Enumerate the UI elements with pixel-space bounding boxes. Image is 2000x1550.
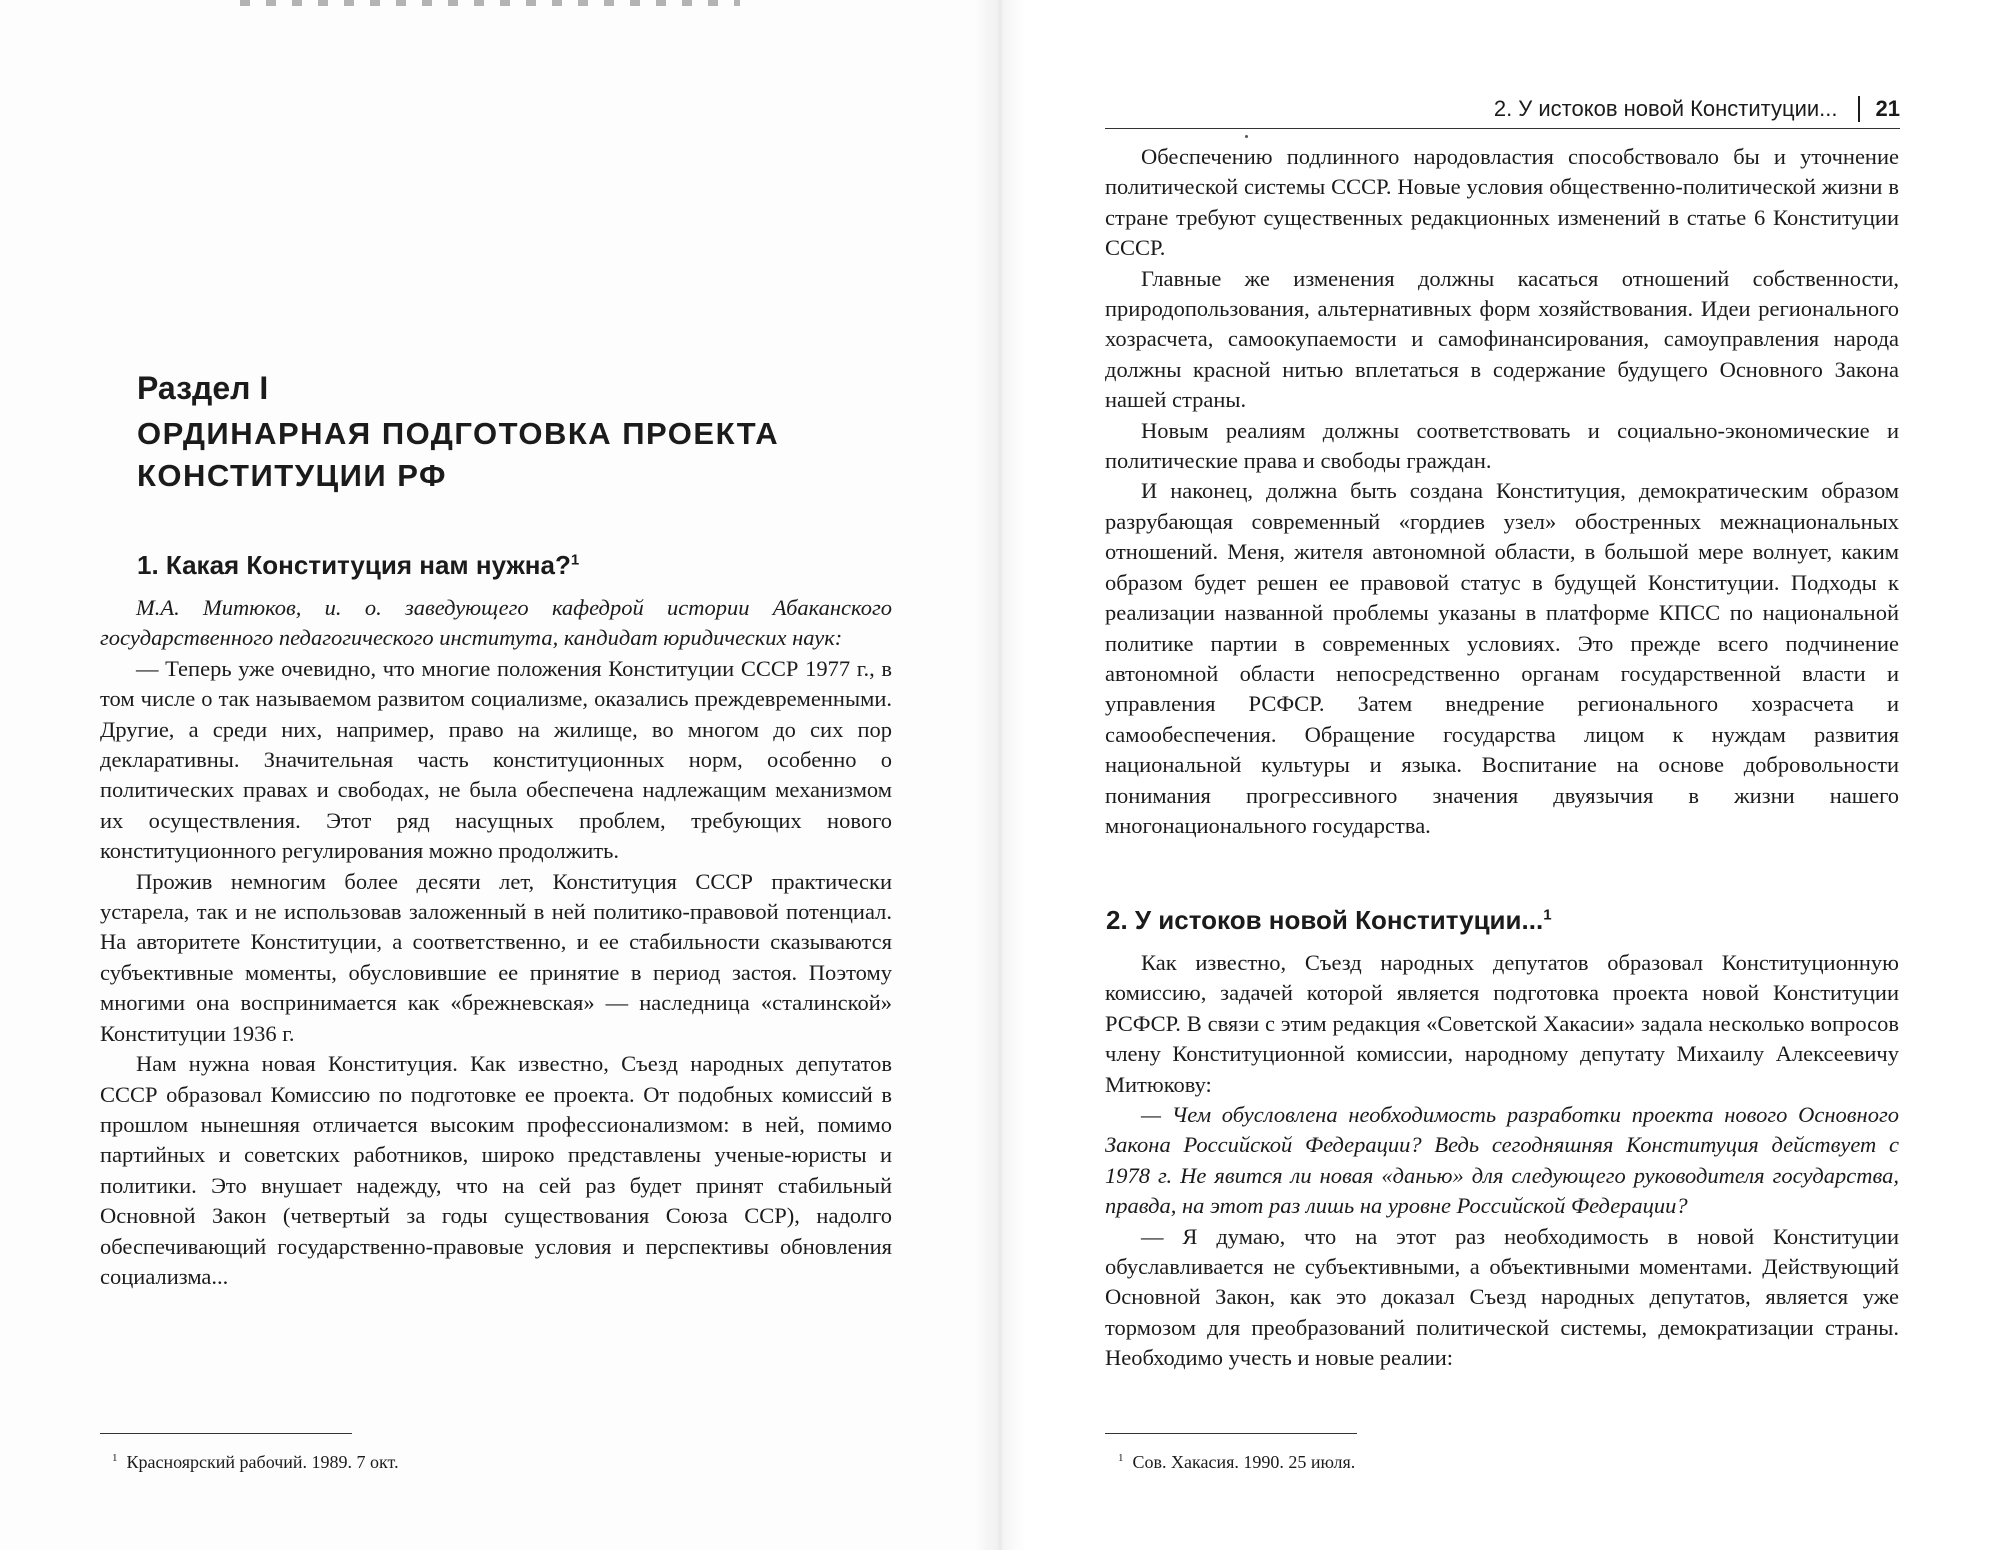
left-footnote-rule (100, 1433, 352, 1434)
author-line: М.А. Митюков, и. о. заведующего кафедрой истории Абаканского государственного педагогического института, кандидат юридических наук: (100, 595, 892, 651)
page-number: 21 (1875, 96, 1900, 121)
interview-question: — Чем обусловлена необходимость разработки проекта нового Основного Закона Российской Федерации? Ведь сегодняшняя Конституция действует с 1978 г. Не явится ли новая «данью» для следующего руководителя государства, правда, на этот раз лишь на уровне Российской Федерации? (1105, 1102, 1899, 1219)
left-footnote-mark: 1 (112, 1452, 118, 1464)
left-paragraph-2: Прожив немногим более десяти лет, Конституция СССР практически устарела, так и не использовав заложенный в ней политико-правовой потенциал. На авторитете Конституции, а соответственно, и ее стабильности сказываются субъективные моменты, обусловившие ее принятие в период застоя. Поэтому многими она воспринимается как «брежневская» — наследница «сталинской» Конституции 1936 г. (100, 868, 892, 1046)
left-paragraph-3: Нам нужна новая Конституция. Как известно, Съезд народных депутатов СССР образовал Комиссию по подготовке ее проекта. От подобных комиссий в прошлом нынешняя отличается высоким профессионализмом: в ней, помимо партийных и советских работников, широко представлены ученые-юристы и политики. Это внушает надежду, что на сей раз будет принят стабильный Основной Закон (четвертый за годы существования Союза ССР), надолго обеспечивающий государственно-правовые условия и перспективы обновления социализма... (100, 1051, 892, 1289)
print-speck (1245, 135, 1248, 138)
right-paragraph-2: Главные же изменения должны касаться отношений собственности, природопользования, альтернативных форм хозяйствования. Идеи регионального хозрасчета, самоокупаемости и самофинансирования, самоуправления народа должны красной нитью вплетаться в содержание будущего Основного Закона нашей страны. (1105, 265, 1899, 413)
running-header-chapter: 2. У истоков новой Конституции... (1493, 96, 1838, 121)
right-footnote-rule (1105, 1433, 1357, 1434)
right-paragraph-3: Новым реалиям должны соответствовать и социально-экономические и политические права и свободы граждан. (1105, 417, 1899, 474)
running-header (1494, 96, 1900, 122)
right-body-text-top (1105, 142, 1899, 841)
chapter-1-heading (137, 550, 579, 581)
chapter-2-title: 2. У истоков новой Конституции... (1106, 905, 1544, 935)
interview-answer: — Я думаю, что на этот раз необходимость в новой Конституции обуславливается не субъективными, а объективными моментами. Действующий Основной Закон, как это доказал Съезд народных депутатов, является уже тормозом для преобразований политической системы, демократизации страны. Необходимо учесть и новые реалии: (1105, 1223, 1899, 1371)
left-paragraph-1: — Теперь уже очевидно, что многие положения Конституции СССР 1977 г., в том числе о так называемом развитом социализме, оказались преждевременными. Другие, а среди них, например, право на жилище, во многом до сих пор декларативны. Значительная часть конституционных норм, особенно о политических правах и свободах, не была обеспечена надлежащим механизмом их осуществления. Этот ряд насущных проблем, требующих нового конституционного регулирования можно продолжить. (100, 655, 892, 864)
chapter-2-footnote-ref: 1 (1543, 906, 1552, 924)
right-intro-paragraph: Как известно, Съезд народных депутатов образовал Конституционную комиссию, задачей которой является подготовка проекта новой Конституции РСФСР. В связи с этим редакция «Советской Хакасии» задала несколько вопросов члену Конституционной комиссии, народному депутату Михаилу Алексеевичу Митюкову: (1105, 950, 1899, 1097)
chapter-1-footnote-ref: 1 (570, 551, 580, 569)
left-footnote-text: Красноярский рабочий. 1989. 7 окт. (126, 1452, 399, 1472)
left-body-text (100, 593, 892, 1292)
section-label: Раздел I (137, 370, 269, 406)
right-footnote-text: Сов. Хакасия. 1990. 25 июля. (1132, 1452, 1356, 1472)
running-header-separator (1858, 96, 1860, 122)
right-paragraph-4: И наконец, должна быть создана Конституция, демократическим образом разрубающая современный «гордиев узел» обостренных межнациональных отношений. Меня, жителя автономной области, в большой мере волнует, каким образом будет решен ее правовой статус в будущей Конституции. Подходы к реализации названной проблемы указаны в платформе КПСС по национальной политике партии в современных условиях. Это прежде всего подчинение автономной области непосредственно органам государственной власти и управления РСФСР. Затем внедрение регионального хозрасчета и самообеспечения. Обращение государства лицом к нуждам развития национальной культуры и языка. Воспитание на основе добровольности понимания прогрессивного значения двуязычия в жизни нашего многонационального государства. (1105, 478, 1899, 838)
left-footnote (112, 1450, 399, 1474)
right-footnote (1118, 1450, 1355, 1474)
right-paragraph-1: Обеспечению подлинного народовластия способствовало бы и уточнение политической системы СССР. Новые условия общественно-политической жизни в стране требуют существенных редакционных изменений в статье 6 Конституции СССР. (1105, 144, 1899, 261)
top-edge-decoration (240, 0, 740, 6)
right-body-text-bottom (1105, 948, 1899, 1374)
right-footnote-mark: 1 (1118, 1452, 1124, 1464)
chapter-1-title: 1. Какая Конституция нам нужна? (137, 550, 571, 580)
section-title: ОРДИНАРНАЯ ПОДГОТОВКА ПРОЕКТА КОНСТИТУЦИИ РФ (137, 416, 780, 493)
book-gutter (975, 0, 1025, 1550)
chapter-2-heading (1106, 905, 1552, 936)
header-rule (1105, 128, 1900, 129)
